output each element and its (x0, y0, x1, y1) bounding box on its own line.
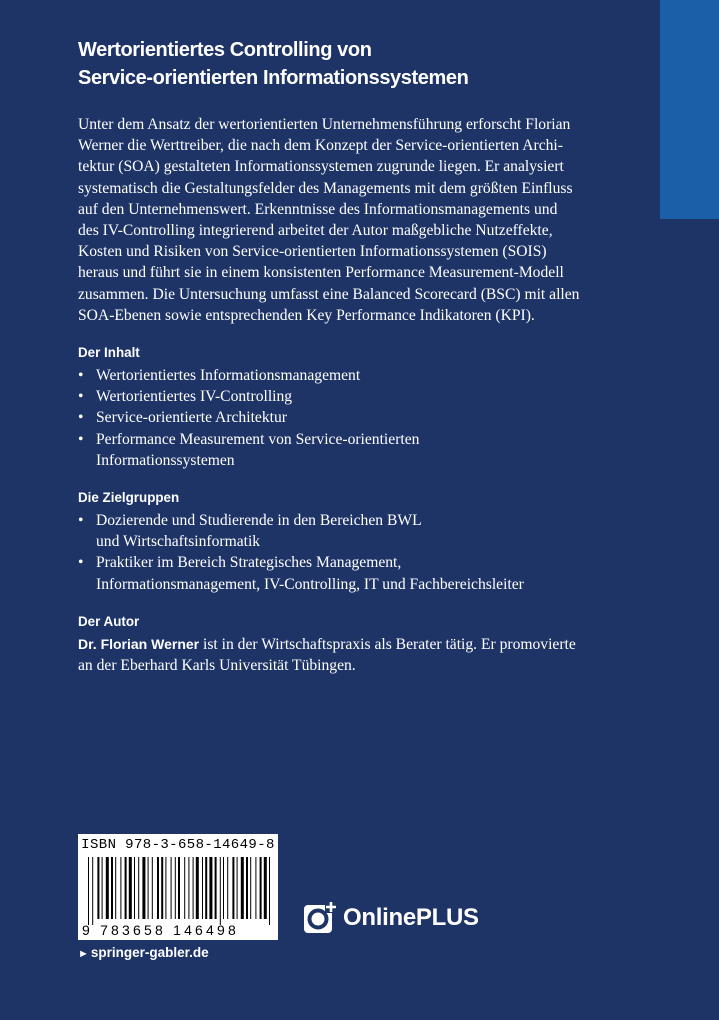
online-plus-icon (303, 901, 337, 935)
barcode-bar (175, 857, 176, 919)
barcode-bar (250, 857, 251, 919)
book-title (78, 36, 638, 92)
barcode-bar (125, 857, 127, 919)
barcode-bar (102, 857, 103, 919)
barcode-bar (97, 857, 99, 919)
barcode-bar (237, 857, 238, 919)
author-bio-text: ist in der Wirtschaftspraxis als Berater tätig. Er promovierte (199, 635, 576, 653)
bullet-icon: • (78, 430, 84, 448)
bullet-icon: • (78, 367, 84, 385)
barcode-bar (120, 857, 121, 919)
bullet-icon: • (78, 512, 84, 530)
barcode-bar (196, 857, 199, 919)
description-line: zusammen. Die Untersuchung umfasst eine Balanced Scorecard (BSC) mit allen (78, 285, 580, 303)
description-line: heraus und führt sie in einem konsistenten Performance Measurement-Modell (78, 264, 564, 282)
bullet-icon: • (78, 409, 84, 427)
author-name: Dr. Florian Werner (78, 635, 200, 652)
barcode-bar (241, 857, 244, 919)
barcode-bar (178, 857, 180, 919)
list-item (78, 510, 638, 552)
description-line: Unter dem Ansatz der wertorientierten Unternehmensführung erforscht Florian (78, 116, 571, 133)
list-item-text: Informationssystemen (96, 451, 235, 469)
description-line: Werner die Werttreiber, die nach dem Konzept der Service-orientierten Archi- (78, 137, 563, 155)
description-line: auf den Unternehmenswert. Erkenntnisse des Informationsmanagements und (78, 200, 558, 218)
inhalt-list (78, 365, 638, 471)
back-cover-text (78, 114, 638, 676)
section-heading-autor: Der Autor (78, 613, 140, 629)
online-plus-label: OnlinePLUS (343, 904, 479, 931)
barcode-bar (223, 857, 224, 919)
barcode-bar (92, 857, 93, 925)
arrow-icon: ► (78, 948, 89, 960)
bullet-icon: • (78, 554, 84, 572)
barcode-bar (138, 857, 139, 919)
description-line: des IV-Controlling integrierend arbeitet der Autor maßgebliche Nutzeffekte, (78, 222, 553, 240)
list-item-text: Wertorientiertes IV-Controlling (96, 388, 293, 406)
list-item-text: Wertorientiertes Informationsmanagement (96, 367, 361, 385)
description-line: Kosten und Risiken von Service-orientierten Informationssystemen (SOIS) (78, 243, 547, 261)
author-bio (78, 634, 638, 655)
barcode-digits: 9 783658 146498 (82, 922, 239, 938)
barcode-bar (232, 857, 234, 919)
list-item-text: Service-orientierte Architektur (96, 409, 287, 427)
barcode-bar (115, 857, 116, 919)
description-line: tektur (SOA) gestalteten Informationssystemen zugrunde liegen. Er analysiert (78, 158, 564, 176)
online-plus-logo (303, 900, 479, 936)
barcode-bar (220, 857, 221, 925)
list-item-text: Performance Measurement von Service-orientierten (96, 430, 420, 448)
barcode-bar (111, 857, 113, 919)
barcode-bar (165, 857, 166, 919)
barcode-bar (246, 857, 248, 919)
barcode-bar (255, 857, 256, 919)
description-line: systematisch die Gestaltungsfelder des Managements mit dem größten Einfluss (78, 179, 573, 197)
barcode-bar (134, 857, 135, 919)
barcode-bar (193, 857, 194, 919)
barcode-bars (86, 857, 272, 925)
barcode-bar (171, 857, 172, 919)
barcode-bar (215, 857, 217, 919)
website-url[interactable]: springer-gabler.de (90, 945, 209, 960)
barcode-bar (148, 857, 149, 919)
list-item (78, 365, 638, 386)
barcode-bar (202, 857, 203, 919)
barcode-bar (188, 857, 189, 919)
list-item-text: und Wirtschaftsinformatik (96, 533, 261, 551)
publisher-website[interactable] (78, 945, 209, 960)
list-item-text: Dozierende und Studierende in den Bereichen BWL (96, 512, 422, 530)
barcode-bar (129, 857, 132, 919)
list-item (78, 429, 638, 471)
section-heading-inhalt: Der Inhalt (78, 345, 140, 361)
accent-tab (660, 0, 719, 219)
barcode-bar (152, 857, 153, 919)
barcode-bar (209, 857, 212, 919)
isbn-number: ISBN 978-3-658-14649-8 (81, 837, 275, 853)
barcode-bar (260, 857, 262, 919)
list-item-text: Informationsmanagement, IV-Controlling, IT und Fachbereichsleiter (96, 575, 524, 593)
list-item (78, 552, 638, 594)
isbn-barcode (78, 834, 278, 940)
title-line: Wertorientiertes Controlling von (78, 39, 372, 61)
barcode-bar (205, 857, 207, 919)
list-item (78, 407, 638, 428)
barcode-bar (184, 857, 185, 919)
zielgruppen-list (78, 510, 638, 595)
author-bio-line: an der Eberhard Karls Universität Tübingen. (78, 657, 356, 675)
barcode-bar (161, 857, 163, 919)
barcode-bar (157, 857, 159, 919)
list-item (78, 386, 638, 407)
bullet-icon: • (78, 388, 84, 406)
barcode-bar (269, 857, 270, 925)
title-line: Service-orientierten Informationssystemen (78, 67, 469, 89)
list-item-text: Praktiker im Bereich Strategisches Management, (96, 554, 402, 572)
barcode-bar (106, 857, 109, 919)
description (78, 114, 638, 326)
barcode-bar (142, 857, 145, 919)
barcode-bar (88, 857, 89, 925)
barcode-bar (227, 857, 228, 919)
description-line: SOA-Ebenen sowie entsprechenden Key Performance Indikatoren (KPI). (78, 306, 535, 324)
section-heading-zielgruppen: Die Zielgruppen (78, 490, 180, 506)
barcode-bar (264, 857, 267, 919)
